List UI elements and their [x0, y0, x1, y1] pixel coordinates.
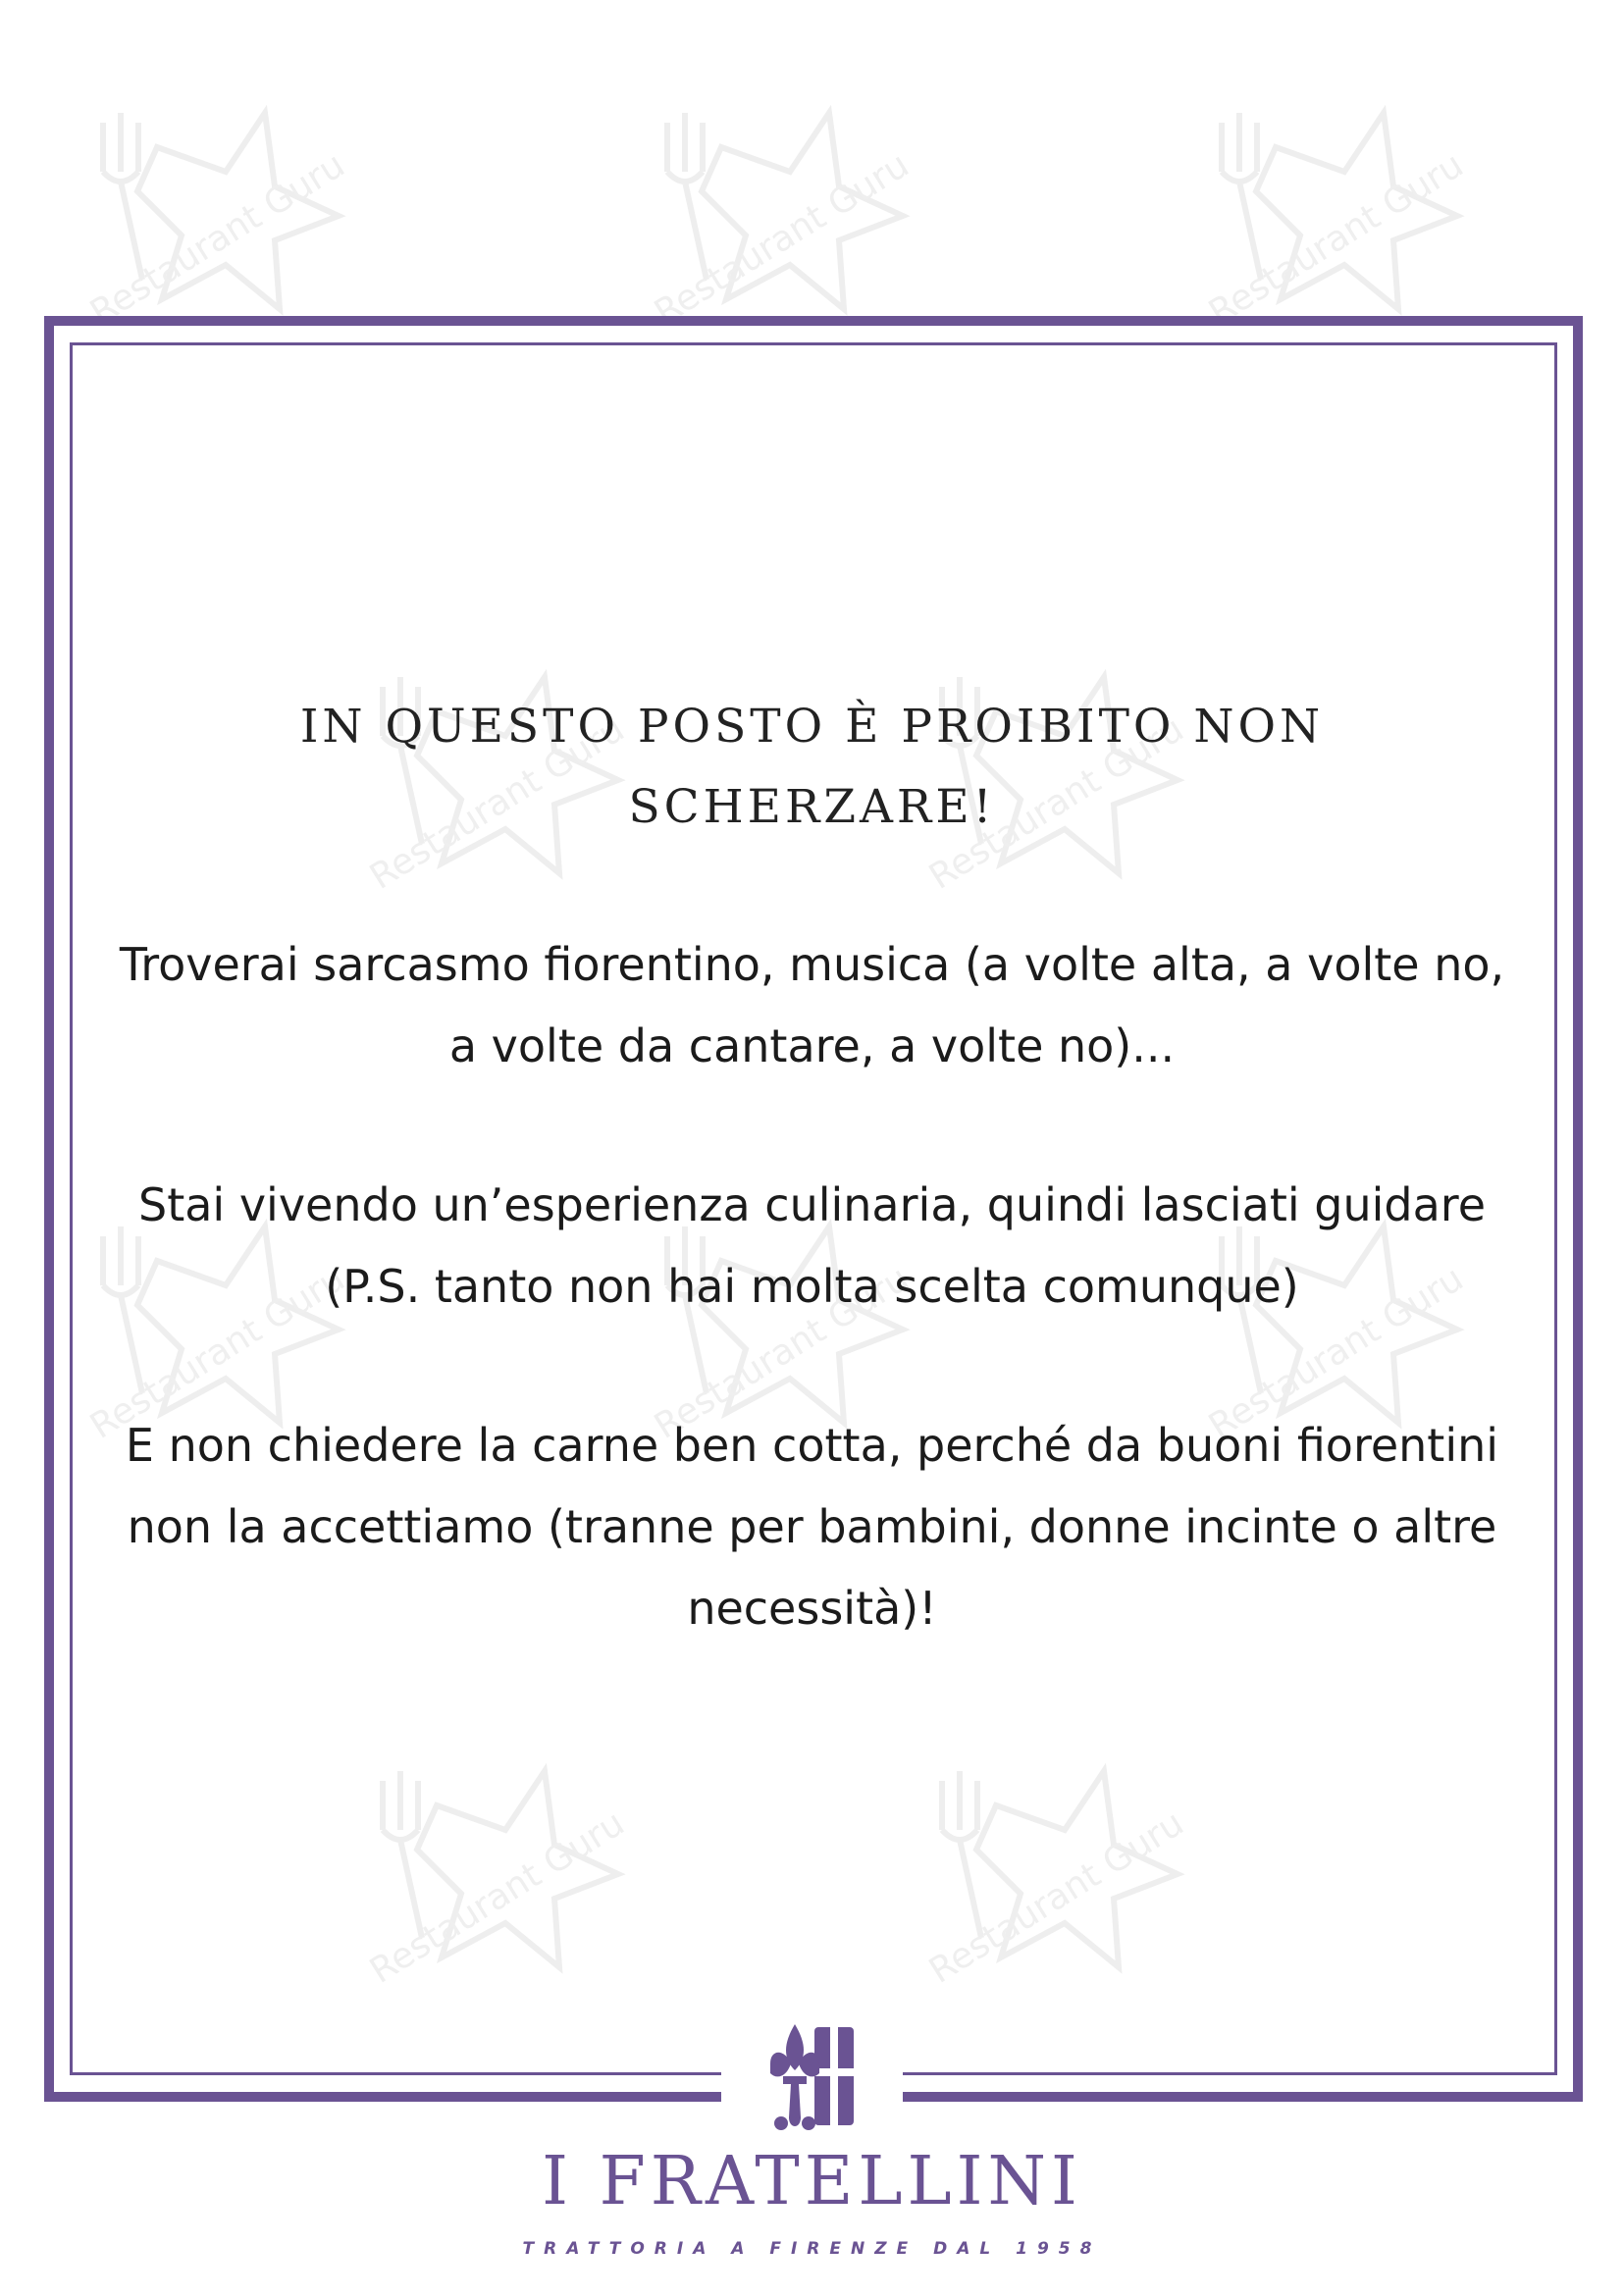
- watermark-text: Restaurant Guru: [648, 144, 917, 334]
- watermark-text: Restaurant Guru: [363, 708, 632, 898]
- brand-tagline: TRATTORIA A FIRENZE DAL 1958: [522, 2239, 1102, 2259]
- fleur-de-lis-shield-icon: [765, 2019, 859, 2142]
- paragraph-experience: Stai vivendo un’esperienza culinaria, quindi lasciati guidare (P.S. tanto non hai molta scelta comunque): [138, 1178, 1486, 1313]
- watermark-text: Restaurant Guru: [83, 144, 352, 334]
- watermark-text: Restaurant Guru: [1202, 1258, 1471, 1447]
- watermark-text: Restaurant Guru: [363, 1802, 632, 1992]
- paragraph-music: Troverai sarcasmo fiorentino, musica (a volte alta, a volte no, a volte da cantare, a volte no)...: [119, 938, 1505, 1072]
- headline: IN QUESTO POSTO È PROIBITO NON SCHERZARE!: [299, 700, 1325, 834]
- watermark-text: Restaurant Guru: [648, 1258, 917, 1447]
- watermark-text: Restaurant Guru: [922, 1802, 1191, 1992]
- watermark-text: Restaurant Guru: [83, 1258, 352, 1447]
- paragraph-meat: E non chiedere la carne ben cotta, perché da buoni fiorentini non la accettiamo (tranne per bambini, donne incinte o altre necessità)!: [125, 1419, 1499, 1635]
- brand-name: I FRATELLINI: [542, 2143, 1082, 2220]
- watermark-text: Restaurant Guru: [922, 708, 1191, 898]
- menu-note-content: [118, 687, 1506, 1727]
- watermark-text: Restaurant Guru: [1202, 144, 1471, 334]
